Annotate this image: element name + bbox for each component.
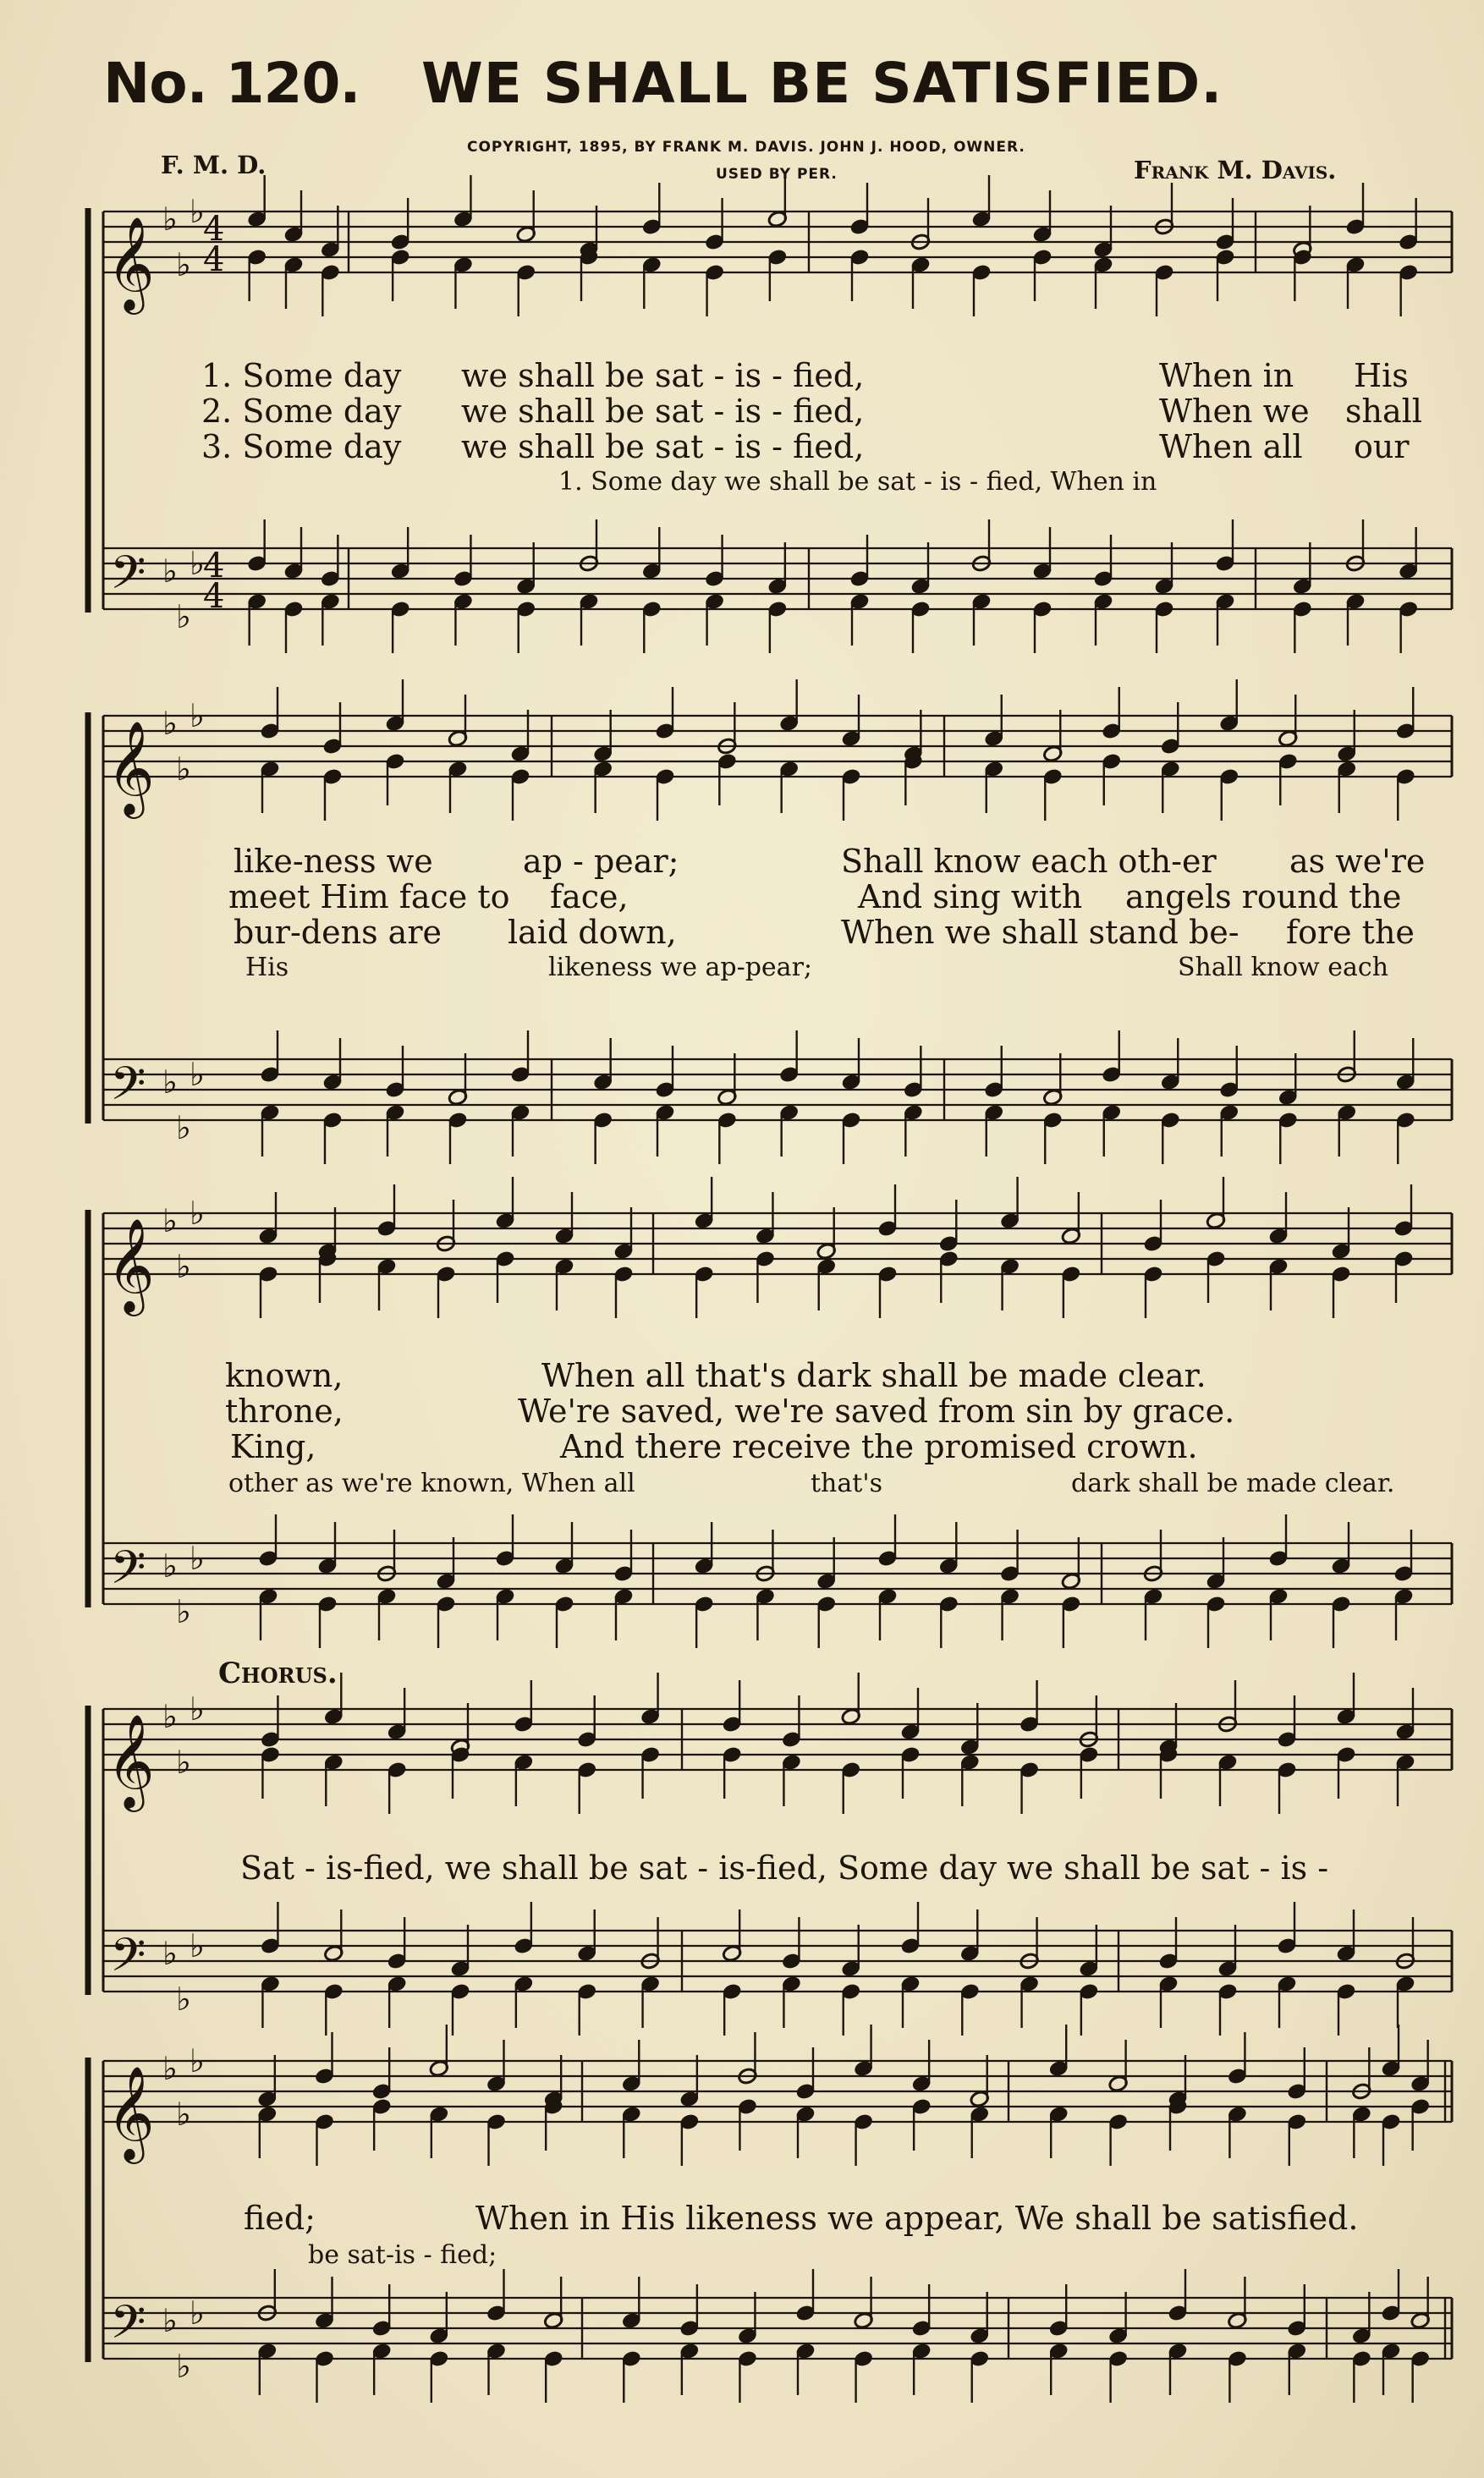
verse3-line1-a: 3. Some day <box>201 428 402 465</box>
verse1-line3-b: When all that's dark shall be made clear. <box>541 1357 1206 1394</box>
verse1-line1-c: When in <box>1159 357 1294 394</box>
chorus-line1: Sat - is-fied, we shall be sat - is-fied, Some day we shall be sat - is - <box>240 1849 1329 1887</box>
svg-text:♭: ♭ <box>162 201 178 238</box>
bass-lyric-line3-b: that's <box>811 1469 882 1498</box>
verse3-line3-b: And there receive the promised crown. <box>560 1428 1198 1465</box>
svg-text:♭: ♭ <box>190 545 205 582</box>
verse2-line2-a: meet Him face to <box>228 878 510 915</box>
verse3-line3-a: King, <box>230 1428 316 1465</box>
svg-text:♭: ♭ <box>162 552 178 590</box>
verse2-line2-d: angels round the <box>1125 878 1402 915</box>
svg-text:♭: ♭ <box>162 2302 178 2339</box>
svg-text:♭: ♭ <box>162 2050 178 2087</box>
bass-lyric-line2-c: Shall know each <box>1178 953 1389 982</box>
svg-text:𝄢: 𝄢 <box>110 1928 146 1993</box>
svg-text:♭: ♭ <box>190 2042 205 2080</box>
bass-lyric-line2-a: His <box>245 953 289 982</box>
svg-text:𝄢: 𝄢 <box>110 2295 146 2360</box>
svg-text:♭: ♭ <box>176 750 191 788</box>
copyright-notice: COPYRIGHT, 1895, BY FRANK M. DAVIS. JOHN J. HOOD, OWNER. <box>467 139 1025 156</box>
verse2-line3-b: We're saved, we're saved from sin by grace. <box>518 1393 1235 1430</box>
svg-text:♭: ♭ <box>176 1248 191 1285</box>
lyricist-initials: F. M. D. <box>161 151 267 179</box>
verse3-line1-c: When all <box>1159 428 1303 465</box>
svg-text:♭: ♭ <box>176 2348 191 2385</box>
verse3-line1-b: we shall be sat - is - fied, <box>461 428 865 465</box>
svg-text:♭: ♭ <box>176 1109 191 1146</box>
verse1-line2-c: Shall know each oth-er <box>841 843 1217 880</box>
svg-text:𝄞: 𝄞 <box>107 1713 155 1808</box>
svg-text:𝄞: 𝄞 <box>107 2065 155 2160</box>
verse2-line3-a: throne, <box>225 1393 344 1430</box>
bass-lyric-line2-b: likeness we ap-pear; <box>548 953 813 982</box>
chorus-label: Chorus. <box>218 1657 338 1690</box>
svg-text:4: 4 <box>203 240 225 279</box>
verse3-line1-d: our <box>1354 428 1410 465</box>
svg-text:♭: ♭ <box>176 1981 191 2018</box>
svg-text:♭: ♭ <box>190 1540 205 1577</box>
svg-text:𝄢: 𝄢 <box>110 1057 146 1122</box>
verse2-line2-b: face, <box>550 878 629 915</box>
svg-text:♭: ♭ <box>176 1593 191 1630</box>
bass-lyric-line3-c: dark shall be made clear. <box>1071 1469 1395 1498</box>
svg-text:𝄢: 𝄢 <box>110 1541 146 1606</box>
verse3-line2-c: When we shall stand be- <box>841 914 1239 951</box>
svg-text:♭: ♭ <box>162 705 178 742</box>
verse1-line1-d: His <box>1354 357 1409 394</box>
verse2-line1-d: shall <box>1345 393 1422 430</box>
svg-text:♭: ♭ <box>162 1063 178 1101</box>
svg-text:𝄞: 𝄞 <box>107 720 155 815</box>
svg-text:𝄞: 𝄞 <box>107 216 155 310</box>
bass-lyric-line1: 1. Some day we shall be sat - is - fied, When in <box>558 467 1157 497</box>
svg-text:4: 4 <box>203 547 225 585</box>
svg-text:♭: ♭ <box>162 1547 178 1585</box>
verse1-line3-a: known, <box>225 1357 344 1394</box>
hymn-title: WE SHALL BE SATISFIED. <box>421 51 1223 116</box>
verse1-line2-a: like-ness we <box>234 843 433 880</box>
verse2-line1-c: When we <box>1159 393 1310 430</box>
svg-text:♭: ♭ <box>162 1698 178 1735</box>
verse2-line2-c: And sing with <box>858 878 1083 915</box>
svg-text:♭: ♭ <box>190 1056 205 1093</box>
verse1-line1-b: we shall be sat - is - fied, <box>461 357 865 394</box>
verse3-line2-b: laid down, <box>508 914 677 951</box>
svg-text:4: 4 <box>203 577 225 616</box>
svg-text:♭: ♭ <box>176 1744 191 1781</box>
svg-text:♭: ♭ <box>190 1690 205 1728</box>
svg-text:♭: ♭ <box>176 2096 191 2133</box>
svg-text:♭: ♭ <box>162 1935 178 1972</box>
svg-text:♭: ♭ <box>190 1927 205 1964</box>
verse3-line2-a: bur-dens are <box>234 914 442 951</box>
verse1-line1-a: 1. Some day <box>201 357 402 394</box>
svg-text:♭: ♭ <box>190 193 205 230</box>
usage-permission: USED BY PER. <box>716 166 838 183</box>
bass-lyric-line3-a: other as we're known, When all <box>228 1469 635 1498</box>
svg-text:𝄢: 𝄢 <box>110 546 146 611</box>
svg-text:4: 4 <box>203 210 225 249</box>
chorus-bass-echo: be sat-is - fied; <box>308 2240 497 2270</box>
svg-text:♭: ♭ <box>162 1202 178 1239</box>
svg-text:♭: ♭ <box>190 697 205 734</box>
svg-text:𝄞: 𝄞 <box>107 1217 155 1312</box>
verse1-line2-b: ap - pear; <box>523 843 679 880</box>
svg-text:♭: ♭ <box>190 2294 205 2332</box>
svg-text:♭: ♭ <box>176 598 191 635</box>
verse2-line1-a: 2. Some day <box>201 393 402 430</box>
svg-text:♭: ♭ <box>176 246 191 283</box>
svg-text:♭: ♭ <box>190 1195 205 1232</box>
composer-name: Frank M. Davis. <box>1134 156 1337 184</box>
chorus-line2-a: fied; <box>244 2200 316 2237</box>
verse2-line1-b: we shall be sat - is - fied, <box>461 393 865 430</box>
chorus-line2-b: When in His likeness we appear, We shall be satisfied. <box>475 2200 1359 2237</box>
verse1-line2-d: as we're <box>1289 843 1426 880</box>
hymn-number: No. 120. <box>103 51 360 116</box>
verse3-line2-d: fore the <box>1286 914 1415 951</box>
